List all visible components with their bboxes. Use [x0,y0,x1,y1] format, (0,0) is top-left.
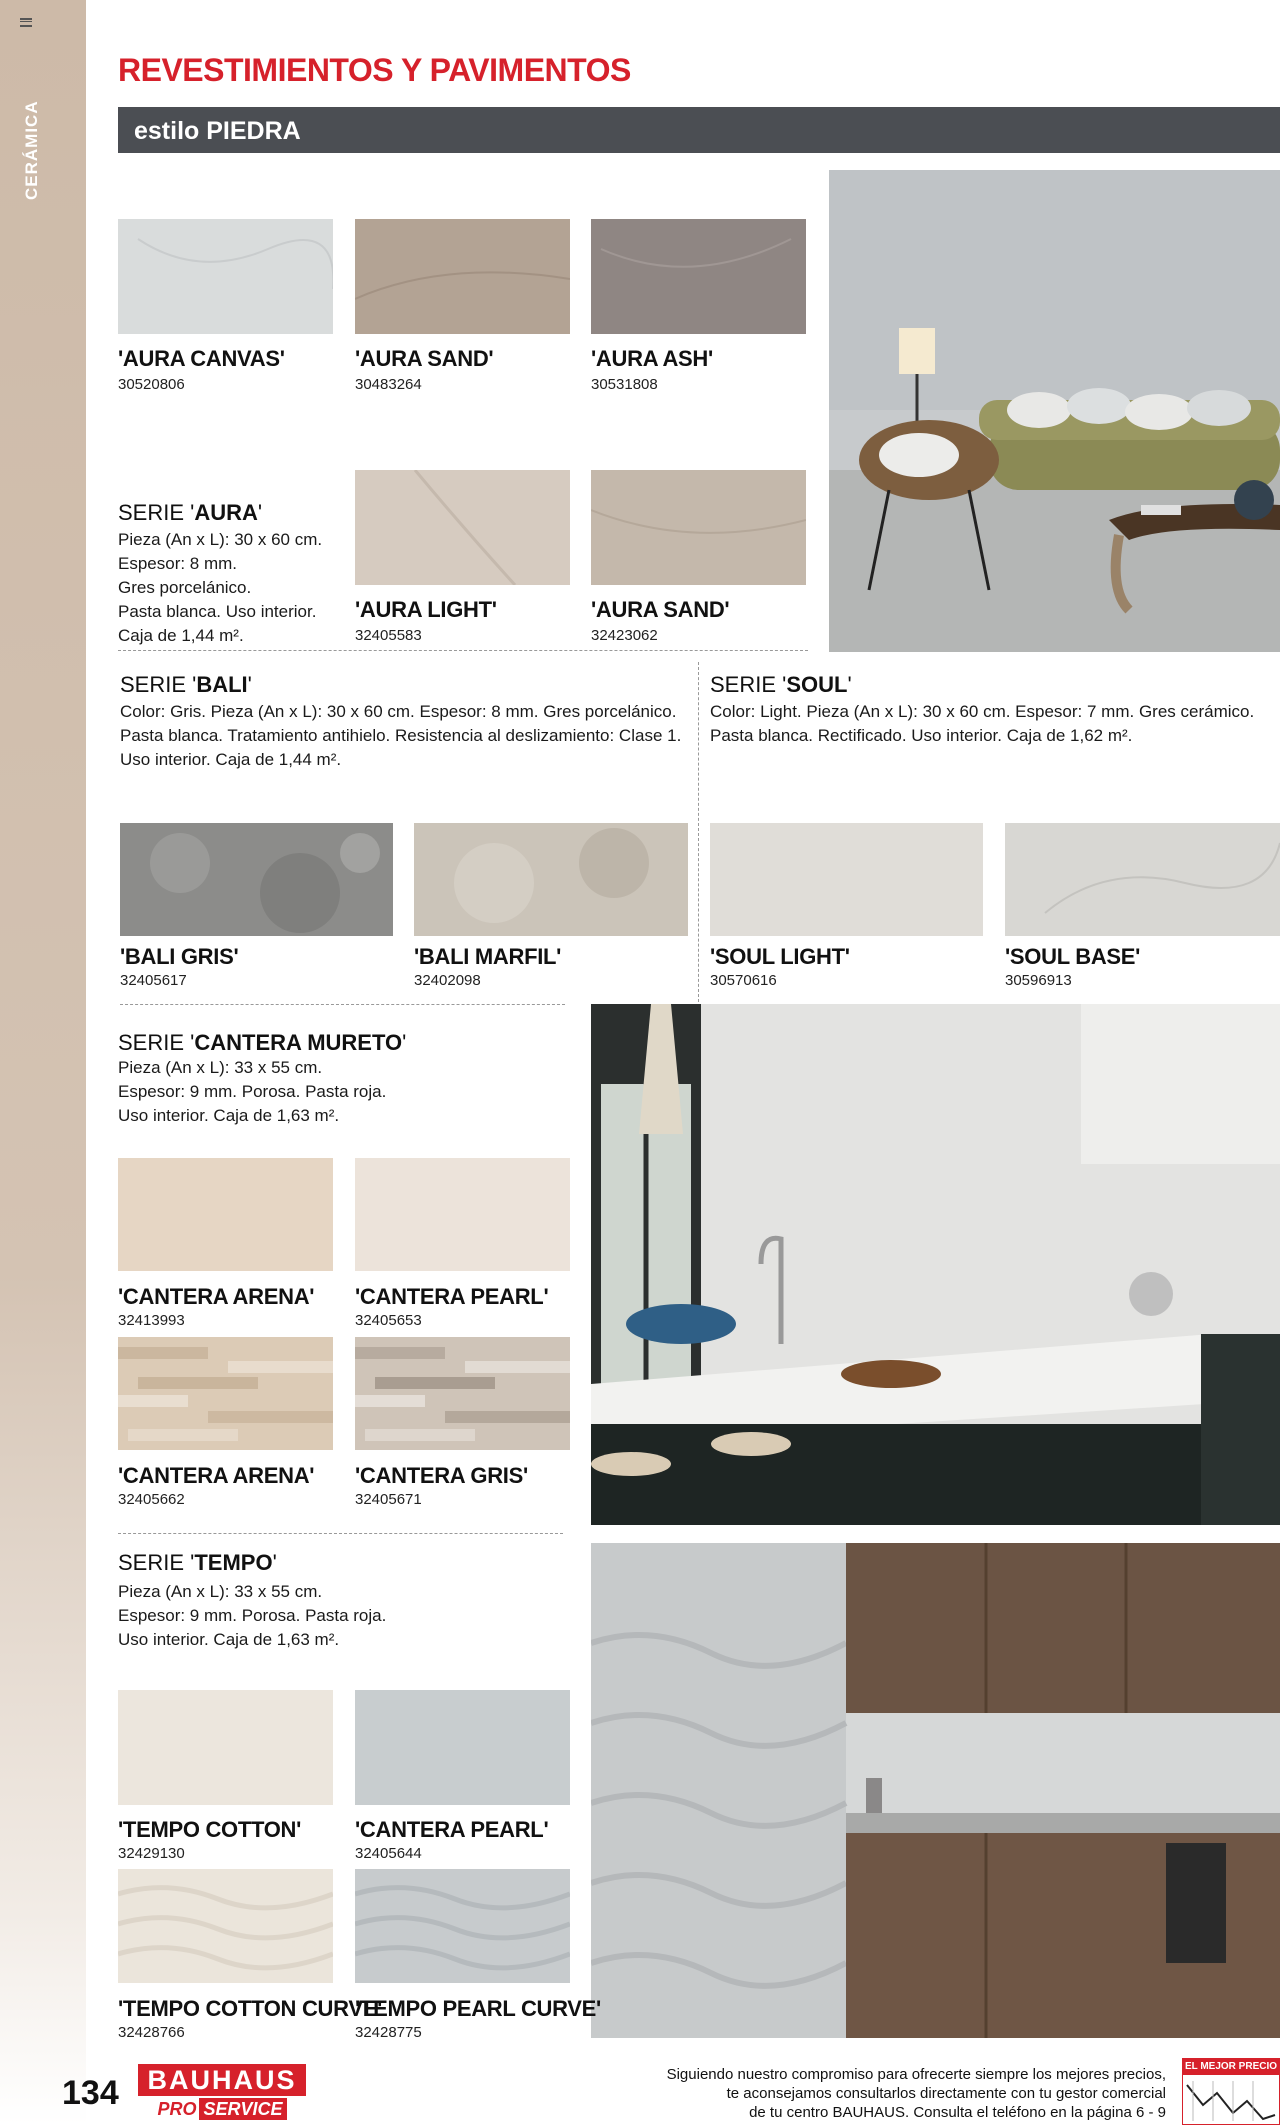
product-code: 32428775 [355,2024,422,2041]
logo-subline: PRO SERVICE [138,2098,306,2120]
tile-swatch[interactable] [710,823,983,936]
product-name: 'SOUL BASE' [1005,944,1141,969]
product-code: 32413993 [118,1312,185,1329]
tile-swatch[interactable] [120,823,393,936]
product-code: 32405617 [120,972,187,989]
tile-swatch[interactable] [591,470,806,585]
product-code: 32423062 [591,627,658,644]
menu-icon[interactable] [20,18,32,27]
product-code: 32405653 [355,1312,422,1329]
sidebar [0,0,86,2125]
product-name: 'TEMPO COTTON' [118,1817,302,1842]
tile-swatch[interactable] [591,219,806,334]
product-name: 'CANTERA GRIS' [355,1463,528,1488]
product-code: 30531808 [591,376,658,393]
tile-swatch[interactable] [355,219,570,334]
serie-description: Pieza (An x L): 33 x 55 cm. Espesor: 9 mm. Porosa. Pasta roja. Uso interior. Caja de 1,63 m². [118,1058,387,1125]
product-name: 'CANTERA PEARL' [355,1817,549,1842]
product-code: 32429130 [118,1845,185,1862]
product-name: 'BALI MARFIL' [414,944,562,969]
divider [120,1004,565,1005]
product-code: 30570616 [710,972,777,989]
serie-title: SERIE 'AURA' [118,500,263,525]
page-title: REVESTIMIENTOS Y PAVIMENTOS [118,52,631,88]
bauhaus-logo[interactable] [138,2064,306,2120]
product-name: 'SOUL LIGHT' [710,944,850,969]
divider [698,662,699,1002]
section-subtitle: estilo PIEDRA [134,117,301,145]
product-name: 'AURA LIGHT' [355,597,497,622]
kitchen-photo [591,1543,1280,2038]
tile-swatch[interactable] [118,1690,333,1805]
price-chart-icon [1183,2075,1279,2124]
best-price-badge: EL MEJOR PRECIO [1182,2058,1280,2125]
tile-swatch[interactable] [355,470,570,585]
tile-swatch[interactable] [355,1690,570,1805]
serie-title: SERIE 'CANTERA MURETO' [118,1030,407,1055]
tile-swatch[interactable] [118,1337,333,1450]
tile-swatch[interactable] [414,823,688,936]
serie-title: SERIE 'TEMPO' [118,1550,277,1575]
tile-swatch[interactable] [118,1869,333,1983]
product-code: 30596913 [1005,972,1072,989]
product-name: 'AURA SAND' [355,346,494,371]
tile-swatch[interactable] [118,1158,333,1271]
sidebar-category-label: CERÁMICA [22,100,41,200]
serie-title: SERIE 'BALI' [120,672,252,697]
living-room-photo [829,170,1280,652]
logo-wordmark: BAUHAUS [138,2064,306,2096]
serie-description: Color: Gris. Pieza (An x L): 30 x 60 cm. Espesor: 8 mm. Gres porcelánico. Pasta blanca. Tratamiento antihielo. Resistencia al deslizamiento: Clase 1. Uso interior. Caja de 1,44 m². [120,702,682,769]
kitchen-photo [591,1004,1280,1525]
price-disclaimer: Siguiendo nuestro compromiso para ofrecerte siempre los mejores precios, te aconsejamos consultarlos directamente con tu gestor comercial de tu centro BAUHAUS. Consulta el teléfono en la página 6 - 9 [666,2066,1166,2121]
divider [118,650,808,651]
product-name: 'AURA SAND' [591,597,730,622]
product-code: 32402098 [414,972,481,989]
tile-swatch[interactable] [355,1158,570,1271]
serie-description: Pieza (An x L): 33 x 55 cm. Espesor: 9 mm. Porosa. Pasta roja. Uso interior. Caja de 1,63 m². [118,1582,387,1649]
product-code: 32428766 [118,2024,185,2041]
product-code: 32405583 [355,627,422,644]
section-bar [118,107,1280,153]
product-name: 'CANTERA PEARL' [355,1284,549,1309]
serie-description: Color: Light. Pieza (An x L): 30 x 60 cm. Espesor: 7 mm. Gres cerámico. Pasta blanca. Rectificado. Uso interior. Caja de 1,62 m². [710,702,1255,745]
tile-swatch[interactable] [1005,823,1280,936]
tile-swatch[interactable] [355,1869,570,1983]
product-name: 'BALI GRIS' [120,944,239,969]
serie-title: SERIE 'SOUL' [710,672,852,697]
product-name: 'AURA ASH' [591,346,713,371]
product-code: 30483264 [355,376,422,393]
serie-description: Pieza (An x L): 30 x 60 cm. Espesor: 8 mm. Gres porcelánico. Pasta blanca. Uso interior. Caja de 1,44 m². [118,530,323,645]
tile-swatch[interactable] [118,219,333,334]
product-name: 'AURA CANVAS' [118,346,285,371]
page-number: 134 [62,2074,119,2112]
product-name: 'TEMPO COTTON CURVE' [118,1996,383,2021]
product-code: 32405671 [355,1491,422,1508]
product-name: 'CANTERA ARENA' [118,1284,315,1309]
product-name: 'TEMPO PEARL CURVE' [355,1996,601,2021]
tile-swatch[interactable] [355,1337,570,1450]
product-code: 32405662 [118,1491,185,1508]
product-code: 32405644 [355,1845,422,1862]
product-code: 30520806 [118,376,185,393]
divider [118,1533,563,1534]
product-name: 'CANTERA ARENA' [118,1463,315,1488]
